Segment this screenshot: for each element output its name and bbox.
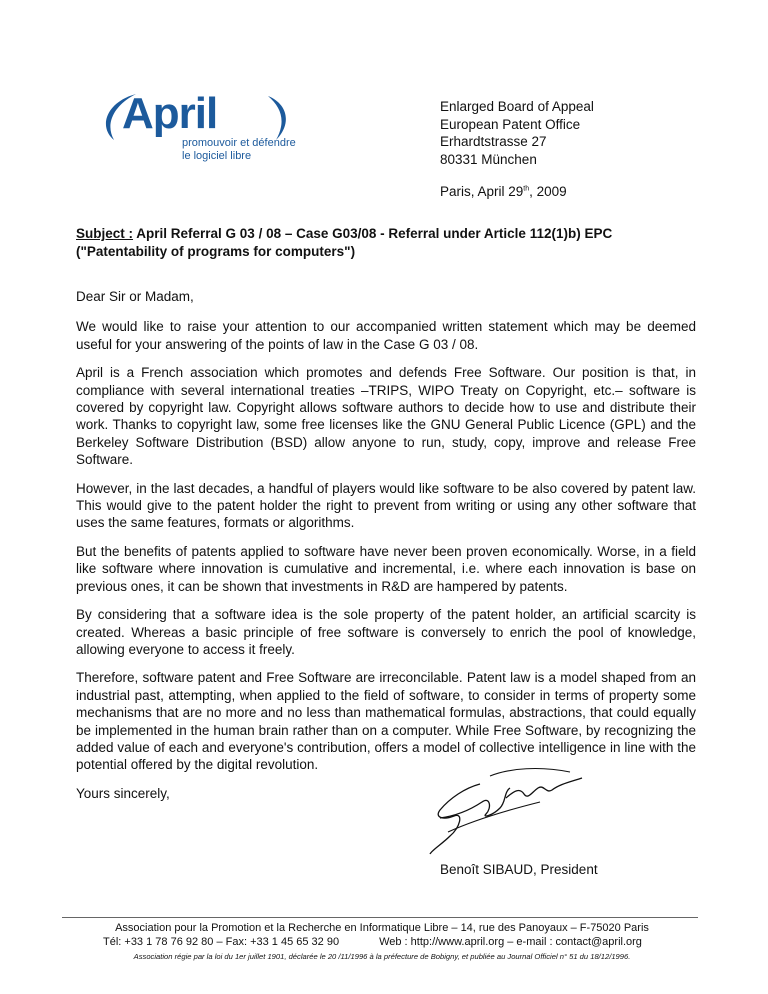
body-paragraph: But the benefits of patents applied to software have never been proven economically. Worse, in a field like software where innovation is cumulative and incremental, i.e. where each innovation is base on previous ones, it can be shown that investments in R&D are hampered by patents.: [76, 543, 696, 594]
footer: [58, 921, 706, 964]
date-suffix: th: [523, 185, 530, 193]
logo-swoosh-right: [268, 96, 286, 140]
recipient-line: 80331 München: [440, 151, 537, 167]
footer-divider: [62, 917, 698, 918]
letter-body: [76, 288, 696, 813]
recipient-address: [440, 98, 594, 168]
subject-text: April Referral G 03 / 08 – Case G03/08 - Referral under Article 112(1)b) EPC ("Patentability of programs for computers"): [76, 226, 613, 259]
date-prefix: Paris, April 29: [440, 184, 524, 199]
footer-phone: Tél: +33 1 78 76 92 80 – Fax: +33 1 45 65 32 90: [103, 936, 340, 948]
signer-name: Benoît SIBAUD, President: [440, 862, 598, 877]
letter-date: [440, 184, 567, 199]
subject-line: [76, 225, 696, 261]
closing: Yours sincerely,: [76, 785, 170, 801]
footer-legal: Association régie par la loi du 1er juillet 1901, déclarée le 20 /11/1996 à la préfecture de Bobigny, et publiée au Journal Officiel n° 51 du 18/12/1996.: [133, 952, 631, 961]
logo-wordmark: April: [122, 89, 218, 138]
footer-address: Association pour la Promotion et la Recherche en Informatique Libre – 14, rue des Panoyaux – F-75020 Paris: [115, 922, 649, 934]
april-logo: [96, 82, 311, 172]
body-paragraph: April is a French association which promotes and defends Free Software. Our position is that, in compliance with several international treaties –TRIPS, WIPO Treaty on Copyright, etc.– software is covered by copyright law. Copyright allows software authors to decide how to use and distribute their work. Thanks to copyright law, some free licenses like the GNU General Public Licence (GPL) and the Berkeley Software Distribution (BSD) allow anyone to run, study, copy, improve and release Free Software.: [76, 365, 696, 468]
logo-tagline-1: promouvoir et défendre: [182, 137, 296, 149]
subject-label: Subject :: [76, 226, 134, 241]
recipient-line: European Patent Office: [440, 116, 581, 132]
body-paragraph: By considering that a software idea is the sole property of the patent holder, an artificial scarcity is created. Whereas a basic principle of free software is conversely to enrich the pool of knowledge, allowing everyone to access it freely.: [76, 607, 696, 657]
date-year: , 2009: [529, 184, 567, 199]
handwritten-signature: [420, 758, 595, 868]
footer-web: Web : http://www.april.org – e-mail : contact@april.org: [379, 936, 642, 948]
body-paragraph: Therefore, software patent and Free Software are irreconcilable. Patent law is a model shaped from an industrial past, attempting, when applied to the field of software, to consider in terms of property some mechanisms that are no more and no less than mathematical formulas, abstractions, that could equally be implemented in the human brain rather than on a computer. While Free Software, by recognizing the added value of each and everyone's contribution, offers a model of collective intelligence in line with the potential offered by the digital revolution.: [76, 670, 696, 773]
footer-contact: [58, 935, 706, 949]
body-paragraph: However, in the last decades, a handful of players would like software to be also covered by patent law. This would give to the patent holder the right to prevent from writing or using any other software that uses the same features, formats or algorithms.: [76, 480, 696, 531]
logo-tagline-2: le logiciel libre: [182, 150, 252, 162]
recipient-line: Enlarged Board of Appeal: [440, 99, 594, 114]
body-paragraph: We would like to raise your attention to our accompanied written statement which may be deemed useful for your answering of the points of law in the Case G 03 / 08.: [76, 319, 696, 352]
greeting: Dear Sir or Madam,: [76, 289, 194, 304]
recipient-line: Erhardtstrasse 27: [440, 134, 547, 149]
